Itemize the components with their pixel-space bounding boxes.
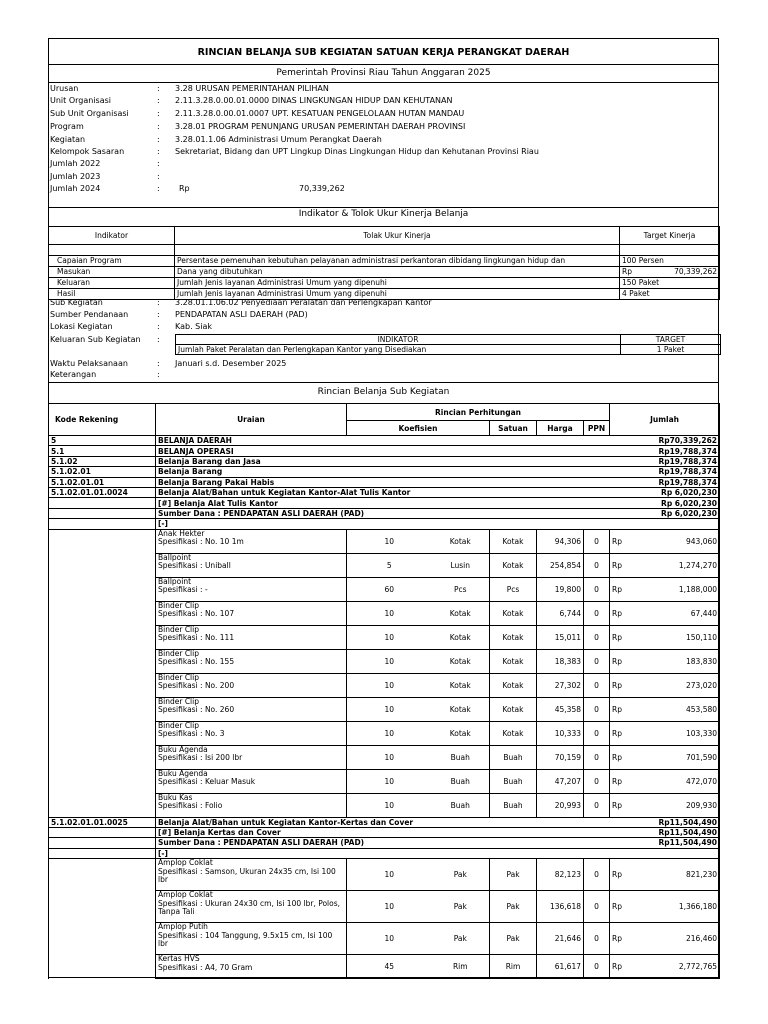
item-harga: 27,302 <box>537 673 584 697</box>
uraian: Belanja Barang <box>156 467 610 477</box>
item-ppn: 0 <box>584 859 610 891</box>
item-jumlah: 1,366,180 <box>630 891 720 923</box>
item-rp: Rp <box>610 923 630 955</box>
item-unit: Pak <box>432 923 490 955</box>
item-unit: Kotak <box>432 529 490 553</box>
item-ppn: 0 <box>584 529 610 553</box>
item-koefisien: 10 <box>347 745 432 769</box>
kode-rekening: 5 <box>49 436 156 446</box>
item-jumlah: 209,930 <box>630 793 720 817</box>
item-koefisien: 10 <box>347 697 432 721</box>
info-value: 3.28.01 PROGRAM PENUNJANG URUSAN PEMERINTAH DAERAH PROVINSI <box>175 122 466 131</box>
item-name: Binder Clip <box>158 601 199 610</box>
item-name: Amplop Coklat <box>158 890 213 900</box>
item-harga: 82,123 <box>537 859 584 891</box>
item-koefisien: 10 <box>347 769 432 793</box>
item-satuan: Buah <box>490 769 537 793</box>
rekening-row <box>49 838 720 848</box>
item-jumlah: 1,274,270 <box>630 553 720 577</box>
item-spec: Spesifikasi : Isi 200 lbr <box>158 753 243 763</box>
item-unit: Kotak <box>432 721 490 745</box>
item-unit: Pak <box>432 859 490 891</box>
item-jumlah: 943,060 <box>630 529 720 553</box>
item-name: Ballpoint <box>158 577 192 586</box>
item-row <box>49 673 720 697</box>
col-kode: Kode Rekening <box>49 404 156 436</box>
item-spec: Spesifikasi : No. 200 <box>158 681 235 691</box>
info-label: Jumlah 2024 <box>50 184 101 193</box>
item-satuan: Pak <box>490 859 537 891</box>
jumlah: Rp 6,020,230 <box>610 508 720 518</box>
item-harga: 6,744 <box>537 601 584 625</box>
rekening-row <box>49 508 720 518</box>
uraian: Belanja Barang Pakai Habis <box>156 477 610 487</box>
col-target: Target Kinerja <box>620 227 720 245</box>
kode-rekening <box>49 519 156 529</box>
item-name: Binder Clip <box>158 697 199 706</box>
rekening-row <box>49 817 720 827</box>
item-name: Binder Clip <box>158 721 199 730</box>
uraian: Sumber Dana : PENDAPATAN ASLI DAERAH (PAD) <box>156 838 610 848</box>
item-unit: Kotak <box>432 697 490 721</box>
item-satuan: Kotak <box>490 649 537 673</box>
item-row <box>49 955 720 979</box>
info-value: 2.11.3.28.0.00.01.0000 DINAS LINGKUNGAN HIDUP DAN KEHUTANAN <box>175 96 453 105</box>
item-ppn: 0 <box>584 891 610 923</box>
item-unit: Kotak <box>432 673 490 697</box>
item-satuan: Pak <box>490 891 537 923</box>
item-harga: 70,159 <box>537 745 584 769</box>
rekening-row <box>49 456 720 466</box>
item-name: Ballpoint <box>158 553 192 562</box>
document-frame: RINCIAN BELANJA SUB KEGIATAN SATUAN KERJA PERANGKAT DAERAH Pemerintah Provinsi Riau Tahun Anggaran 2025 Urusan : 3.28 URUSAN PEMERINTAHAN PILIHAN Unit Organisasi : 2.11.3.28.0.00.01.0000 DINAS LINGKUNGAN HIDUP DAN KEHUTANAN Sub Unit Organisasi : 2.11.3.28.0.00.01.0007 UPT. KESATUAN PENGELOLAAN HUTAN MANDAU Program : 3.28.01 PROGRAM PENUNJANG URUSAN PEMERINTAH DAERAH PROVINSI Kegiatan : 3.28.01.1.06 Administrasi Umum Perangkat Daerah Kelompok Sasaran : Sekretariat, Bidang dan UPT Lingkup Dinas Lingkungan Hidup dan Kehutanan Provinsi Riau Jumlah 2022 : Jumlah 2023 : Jumlah 2024 : Rp 70,339,262 Indikator & Tolok Ukur Kinerja Belanja Indikator Tolak Ukur Kinerja Target Kinerja Capaian Program Persentase pemenuhan kebutuhan pelayanan administrasi perkantoran dibidang lingkungan hidup dan 100 Persen Masukan Dana yang dibutuhkan Rp 70,339,262 Keluaran Jumlah Jenis layanan Administrasi Umum yang dipenuhi 150 Paket Hasil Jumlah Jenis layanan Administrasi Umum yang dipenuhi 4 Paket Sub Kegiatan : 3.28.01.1.06.02 Penyediaan Peralatan dan Perlengkapan Kantor Sumber Pendanaan : PENDAPATAN ASLI DAERAH (PAD) Lokasi Kegiatan : Kab. Siak Keluaran Sub Kegiatan : INDIKATOR TARGET Jumlah Paket Peralatan dan Perlengkapan Kantor yang Disediakan 1 Paket Waktu Pelaksanaan : Januari s.d. Desember 2025 Keterangan : Rincian Belanja Sub Kegiatan Kode Rekening Uraian Rincian Perhitungan Jumlah Koefisien Satuan Harga PPN 5 BELANJA DAERAH Rp70,339,262 5.1 BELANJA OPERASI Rp19,788,374 5.1.02 Belanja Barang dan Jasa Rp19,788,374 5.1.02.01 Belanja Barang Rp19,788,374 5.1.02.01.01 Belanja Barang Pakai Habis Rp19,788,374 5.1.02.01.01.0024 Belanja Alat/Bahan untuk Kegiatan Kantor-Alat Tulis Kantor Rp 6,020,230 [#] Belanja Alat Tulis Kantor Rp 6,020,230 Sumber Dana : PENDAPATAN ASLI DAERAH (PAD) Rp 6,020,230 [-] Anak Hekter Spesifikasi : No. 10 1m 10 Kotak Kotak 94,306 0 Rp 943,060 Ballpoint Spesifikasi : Uniball 5 Lusin Kotak 254,854 0 Rp 1,274,270 Ballpoint Spesifikasi : - 60 Pcs Pcs 19,800 0 Rp 1,188,000 Binder Clip Spesifikasi : No. 107 10 Kotak Kotak 6,744 0 Rp 67,440 Binder Clip Spesifikasi : No. 111 10 Kotak Kotak 15,011 0 Rp 150,110 Binder Clip Spesifikasi : No. 155 10 Kotak Kotak 18,383 0 Rp 183,830 Binder Clip Spesifikasi : No. 200 10 Kotak Kotak 27,302 0 Rp 273,020 Binder Clip Spesifikasi : No. 260 10 Kotak Kotak 45,358 0 Rp 453,580 Binder Clip Spesifikasi : No. 3 10 Kotak Kotak 10,333 0 Rp 103,330 Buku Agenda Spesifikasi : Isi 200 lbr 10 Buah Buah 70,159 0 Rp 701,590 Buku Agenda Spesifikasi : Keluar Masuk 10 Buah Buah 47,207 0 Rp 472,070 Buku Kas Spesifikasi : Folio 10 Buah Buah 20,993 0 Rp 209,930 5.1.02.01.01.0025 Belanja Alat/Bahan untuk Kegiatan Kantor-Kertas dan Cover Rp11,504,490 [#] Belanja Kertas dan Cover Rp11,504,490 Sumber Dana : PENDAPATAN ASLI DAERAH (PAD) Rp11,504,490 [-] Amplop Coklat Spesifikasi : Samson, Ukuran 24x35 cm, Isi 100 lbr 10 Pak Pak 82,123 0 Rp 821,230 Amplop Coklat Spesifikasi : Ukuran 24x30 cm, Isi 100 lbr, Polos, Tanpa Tali 10 Pak Pak 136,618 0 Rp 1,366,180 Amplop Putih Spesifikasi : 104 Tanggung, 9.5x15 cm, Isi 100 lbr 10 Pak Pak 21,646 0 Rp 216,460 Kertas HVS Spesifikasi : A4, 70 Gram 45 Rim Rim 61,617 0 Rp 2,772,765 <box>48 38 719 978</box>
item-unit: Buah <box>432 793 490 817</box>
item-harga: 20,993 <box>537 793 584 817</box>
item-satuan: Kotak <box>490 553 537 577</box>
item-ppn: 0 <box>584 625 610 649</box>
item-jumlah: 821,230 <box>630 859 720 891</box>
item-row <box>49 529 720 553</box>
item-spec: Spesifikasi : No. 155 <box>158 657 235 667</box>
jumlah: Rp 6,020,230 <box>610 498 720 508</box>
col-ppn: PPN <box>584 421 610 436</box>
item-row <box>49 923 720 955</box>
item-spec: Spesifikasi : Uniball <box>158 561 231 571</box>
item-row <box>49 769 720 793</box>
item-jumlah: 183,830 <box>630 649 720 673</box>
item-harga: 254,854 <box>537 553 584 577</box>
item-unit: Lusin <box>432 553 490 577</box>
kode-rekening: 5.1 <box>49 446 156 456</box>
rekening-row <box>49 446 720 456</box>
item-name: Amplop Putih <box>158 922 208 932</box>
item-harga: 61,617 <box>537 955 584 979</box>
kode-rekening <box>49 508 156 518</box>
item-row <box>49 577 720 601</box>
jumlah-2024-amount: 70,339,262 <box>299 184 345 193</box>
rekening-row <box>49 827 720 837</box>
item-ppn: 0 <box>584 601 610 625</box>
rincian-table <box>48 403 720 979</box>
item-spec: Spesifikasi : A4, 70 Gram <box>158 962 253 972</box>
indikator-row: Keluaran Jumlah Jenis layanan Administrasi Umum yang dipenuhi 150 Paket <box>49 278 720 289</box>
col-koefisien: Koefisien <box>347 421 490 436</box>
item-unit: Pcs <box>432 577 490 601</box>
item-row <box>49 649 720 673</box>
item-jumlah: 67,440 <box>630 601 720 625</box>
item-jumlah: 216,460 <box>630 923 720 955</box>
info-value: 3.28 URUSAN PEMERINTAHAN PILIHAN <box>175 84 329 93</box>
item-ppn: 0 <box>584 923 610 955</box>
col-uraian: Uraian <box>156 404 347 436</box>
info-label: Kegiatan <box>50 135 86 144</box>
kode-rekening: 5.1.02.01.01.0025 <box>49 817 156 827</box>
item-unit: Kotak <box>432 625 490 649</box>
item-unit: Buah <box>432 769 490 793</box>
item-spec: Spesifikasi : Ukuran 24x30 cm, Isi 100 lbr, Polos, Tanpa Tali <box>158 898 341 917</box>
item-jumlah: 2,772,765 <box>630 955 720 979</box>
col-tolok: Tolak Ukur Kinerja <box>175 227 620 245</box>
item-ppn: 0 <box>584 769 610 793</box>
item-name: Amplop Coklat <box>158 858 213 868</box>
item-name: Binder Clip <box>158 673 199 682</box>
item-satuan: Kotak <box>490 625 537 649</box>
item-rp: Rp <box>610 553 630 577</box>
item-row <box>49 745 720 769</box>
uraian: Sumber Dana : PENDAPATAN ASLI DAERAH (PAD) <box>156 508 610 518</box>
item-rp: Rp <box>610 529 630 553</box>
info-value: 3.28.01.1.06 Administrasi Umum Perangkat Daerah <box>175 135 382 144</box>
item-jumlah: 103,330 <box>630 721 720 745</box>
item-row <box>49 553 720 577</box>
item-spec: Spesifikasi : No. 3 <box>158 729 225 739</box>
item-unit: Rim <box>432 955 490 979</box>
item-row <box>49 601 720 625</box>
col-satuan: Satuan <box>490 421 537 436</box>
indikator-section-title: Indikator & Tolok Ukur Kinerja Belanja <box>298 209 469 219</box>
item-unit: Kotak <box>432 601 490 625</box>
item-rp: Rp <box>610 601 630 625</box>
rekening-row <box>49 519 720 529</box>
item-rp: Rp <box>610 577 630 601</box>
item-koefisien: 10 <box>347 673 432 697</box>
item-rp: Rp <box>610 859 630 891</box>
jumlah: Rp19,788,374 <box>610 456 720 466</box>
item-harga: 15,011 <box>537 625 584 649</box>
jumlah: Rp19,788,374 <box>610 477 720 487</box>
uraian: [-] <box>156 848 610 858</box>
item-satuan: Buah <box>490 793 537 817</box>
info-label: Jumlah 2023 <box>50 172 101 181</box>
item-koefisien: 10 <box>347 649 432 673</box>
item-spec: Spesifikasi : No. 260 <box>158 705 235 715</box>
item-ppn: 0 <box>584 793 610 817</box>
lokasi-value: Kab. Siak <box>175 322 213 331</box>
item-name: Binder Clip <box>158 625 199 634</box>
item-rp: Rp <box>610 955 630 979</box>
item-koefisien: 10 <box>347 891 432 923</box>
item-ppn: 0 <box>584 553 610 577</box>
item-rp: Rp <box>610 697 630 721</box>
item-harga: 10,333 <box>537 721 584 745</box>
item-koefisien: 45 <box>347 955 432 979</box>
uraian: Belanja Barang dan Jasa <box>156 456 610 466</box>
item-rp: Rp <box>610 673 630 697</box>
item-rp: Rp <box>610 891 630 923</box>
info-value: Rp <box>179 184 190 193</box>
item-satuan: Kotak <box>490 529 537 553</box>
uraian: BELANJA DAERAH <box>156 436 610 446</box>
item-rp: Rp <box>610 745 630 769</box>
item-name: Binder Clip <box>158 649 199 658</box>
col-jumlah: Jumlah <box>610 404 720 436</box>
jumlah: Rp11,504,490 <box>610 827 720 837</box>
item-koefisien: 10 <box>347 601 432 625</box>
jumlah: Rp19,788,374 <box>610 446 720 456</box>
uraian: [#] Belanja Alat Tulis Kantor <box>156 498 610 508</box>
kode-rekening: 5.1.02.01.01.0024 <box>49 487 156 497</box>
item-satuan: Buah <box>490 745 537 769</box>
item-koefisien: 10 <box>347 859 432 891</box>
item-koefisien: 5 <box>347 553 432 577</box>
jumlah <box>610 519 720 529</box>
item-harga: 19,800 <box>537 577 584 601</box>
item-koefisien: 10 <box>347 625 432 649</box>
item-row <box>49 625 720 649</box>
item-rp: Rp <box>610 625 630 649</box>
indikator-table <box>48 226 720 300</box>
info-label: Jumlah 2022 <box>50 159 101 168</box>
item-koefisien: 10 <box>347 793 432 817</box>
uraian: [#] Belanja Kertas dan Cover <box>156 827 610 837</box>
document-subtitle: Pemerintah Provinsi Riau Tahun Anggaran 2025 <box>276 68 491 78</box>
rincian-section-title: Rincian Belanja Sub Kegiatan <box>317 387 450 397</box>
item-name: Buku Kas <box>158 793 193 802</box>
uraian: BELANJA OPERASI <box>156 446 610 456</box>
item-ppn: 0 <box>584 673 610 697</box>
info-value: 2.11.3.28.0.00.01.0007 UPT. KESATUAN PENGELOLAAN HUTAN MANDAU <box>175 109 465 118</box>
indikator-row: Hasil Jumlah Jenis layanan Administrasi Umum yang dipenuhi 4 Paket <box>49 289 720 300</box>
item-row <box>49 859 720 891</box>
item-harga: 21,646 <box>537 923 584 955</box>
rekening-row <box>49 477 720 487</box>
item-spec: Spesifikasi : - <box>158 585 208 595</box>
jumlah: Rp19,788,374 <box>610 467 720 477</box>
item-name: Anak Hekter <box>158 529 205 538</box>
item-harga: 18,383 <box>537 649 584 673</box>
item-spec: Spesifikasi : Folio <box>158 801 223 811</box>
item-row <box>49 721 720 745</box>
item-name: Kertas HVS <box>158 954 200 964</box>
item-spec: Spesifikasi : No. 107 <box>158 609 235 619</box>
item-name: Buku Agenda <box>158 745 208 754</box>
item-harga: 45,358 <box>537 697 584 721</box>
item-koefisien: 10 <box>347 529 432 553</box>
item-koefisien: 60 <box>347 577 432 601</box>
item-jumlah: 472,070 <box>630 769 720 793</box>
indikator-row: Masukan Dana yang dibutuhkan Rp 70,339,262 <box>49 267 720 278</box>
keluaran-table: INDIKATOR TARGET Jumlah Paket Peralatan dan Perlengkapan Kantor yang Disediakan 1 Paket <box>175 334 721 355</box>
item-spec: Spesifikasi : 104 Tanggung, 9.5x15 cm, Isi 100 lbr <box>158 930 333 949</box>
info-label: Sub Unit Organisasi <box>50 109 129 118</box>
col-perhitungan: Rincian Perhitungan <box>347 404 610 421</box>
item-spec: Spesifikasi : Samson, Ukuran 24x35 cm, Isi 100 lbr <box>158 866 336 885</box>
item-unit: Pak <box>432 891 490 923</box>
item-rp: Rp <box>610 649 630 673</box>
indikator-row: Capaian Program Persentase pemenuhan kebutuhan pelayanan administrasi perkantoran dibidang lingkungan hidup dan 100 Persen <box>49 256 720 267</box>
rekening-row <box>49 487 720 497</box>
item-row <box>49 891 720 923</box>
rekening-row <box>49 848 720 858</box>
uraian: [-] <box>156 519 610 529</box>
item-satuan: Kotak <box>490 721 537 745</box>
item-satuan: Pak <box>490 923 537 955</box>
item-jumlah: 701,590 <box>630 745 720 769</box>
item-satuan: Rim <box>490 955 537 979</box>
item-spec: Spesifikasi : No. 111 <box>158 633 235 643</box>
kode-rekening <box>49 848 156 858</box>
uraian: Belanja Alat/Bahan untuk Kegiatan Kantor-Alat Tulis Kantor <box>156 487 610 497</box>
jumlah: Rp11,504,490 <box>610 817 720 827</box>
item-ppn: 0 <box>584 745 610 769</box>
item-unit: Buah <box>432 745 490 769</box>
item-ppn: 0 <box>584 955 610 979</box>
item-spec: Spesifikasi : No. 10 1m <box>158 537 244 547</box>
col-indikator: Indikator <box>49 227 175 245</box>
item-ppn: 0 <box>584 721 610 745</box>
kode-rekening: 5.1.02.01 <box>49 467 156 477</box>
item-ppn: 0 <box>584 649 610 673</box>
item-satuan: Kotak <box>490 673 537 697</box>
item-ppn: 0 <box>584 577 610 601</box>
item-rp: Rp <box>610 769 630 793</box>
item-satuan: Kotak <box>490 697 537 721</box>
item-harga: 136,618 <box>537 891 584 923</box>
item-spec: Spesifikasi : Keluar Masuk <box>158 777 256 787</box>
item-row <box>49 793 720 817</box>
uraian: Belanja Alat/Bahan untuk Kegiatan Kantor-Kertas dan Cover <box>156 817 610 827</box>
rekening-row <box>49 436 720 446</box>
item-satuan: Kotak <box>490 601 537 625</box>
rekening-row <box>49 467 720 477</box>
info-label: Program <box>50 122 84 131</box>
jumlah: Rp 6,020,230 <box>610 487 720 497</box>
kode-rekening: 5.1.02.01.01 <box>49 477 156 487</box>
info-label: Kelompok Sasaran <box>50 147 125 156</box>
item-name: Buku Agenda <box>158 769 208 778</box>
item-jumlah: 1,188,000 <box>630 577 720 601</box>
item-harga: 94,306 <box>537 529 584 553</box>
kode-rekening <box>49 838 156 848</box>
rekening-row <box>49 498 720 508</box>
kode-rekening <box>49 498 156 508</box>
subkegiatan-value: 3.28.01.1.06.02 Penyediaan Peralatan dan Perlengkapan Kantor <box>175 298 432 307</box>
waktu-value: Januari s.d. Desember 2025 <box>175 359 287 368</box>
jumlah: Rp70,339,262 <box>610 436 720 446</box>
item-koefisien: 10 <box>347 923 432 955</box>
item-rp: Rp <box>610 721 630 745</box>
kode-rekening: 5.1.02 <box>49 456 156 466</box>
item-rp: Rp <box>610 793 630 817</box>
item-jumlah: 453,580 <box>630 697 720 721</box>
info-label: Urusan <box>50 84 79 93</box>
jumlah <box>610 848 720 858</box>
item-harga: 47,207 <box>537 769 584 793</box>
item-unit: Kotak <box>432 649 490 673</box>
info-value: Sekretariat, Bidang dan UPT Lingkup Dinas Lingkungan Hidup dan Kehutanan Provinsi Riau <box>175 147 539 156</box>
item-koefisien: 10 <box>347 721 432 745</box>
item-row <box>49 697 720 721</box>
sumber-pendanaan-value: PENDAPATAN ASLI DAERAH (PAD) <box>175 310 308 319</box>
jumlah: Rp11,504,490 <box>610 838 720 848</box>
item-jumlah: 273,020 <box>630 673 720 697</box>
info-label: Unit Organisasi <box>50 96 112 105</box>
col-harga: Harga <box>537 421 584 436</box>
document-title: RINCIAN BELANJA SUB KEGIATAN SATUAN KERJA PERANGKAT DAERAH <box>197 47 570 58</box>
item-satuan: Pcs <box>490 577 537 601</box>
kode-rekening <box>49 827 156 837</box>
item-jumlah: 150,110 <box>630 625 720 649</box>
item-ppn: 0 <box>584 697 610 721</box>
